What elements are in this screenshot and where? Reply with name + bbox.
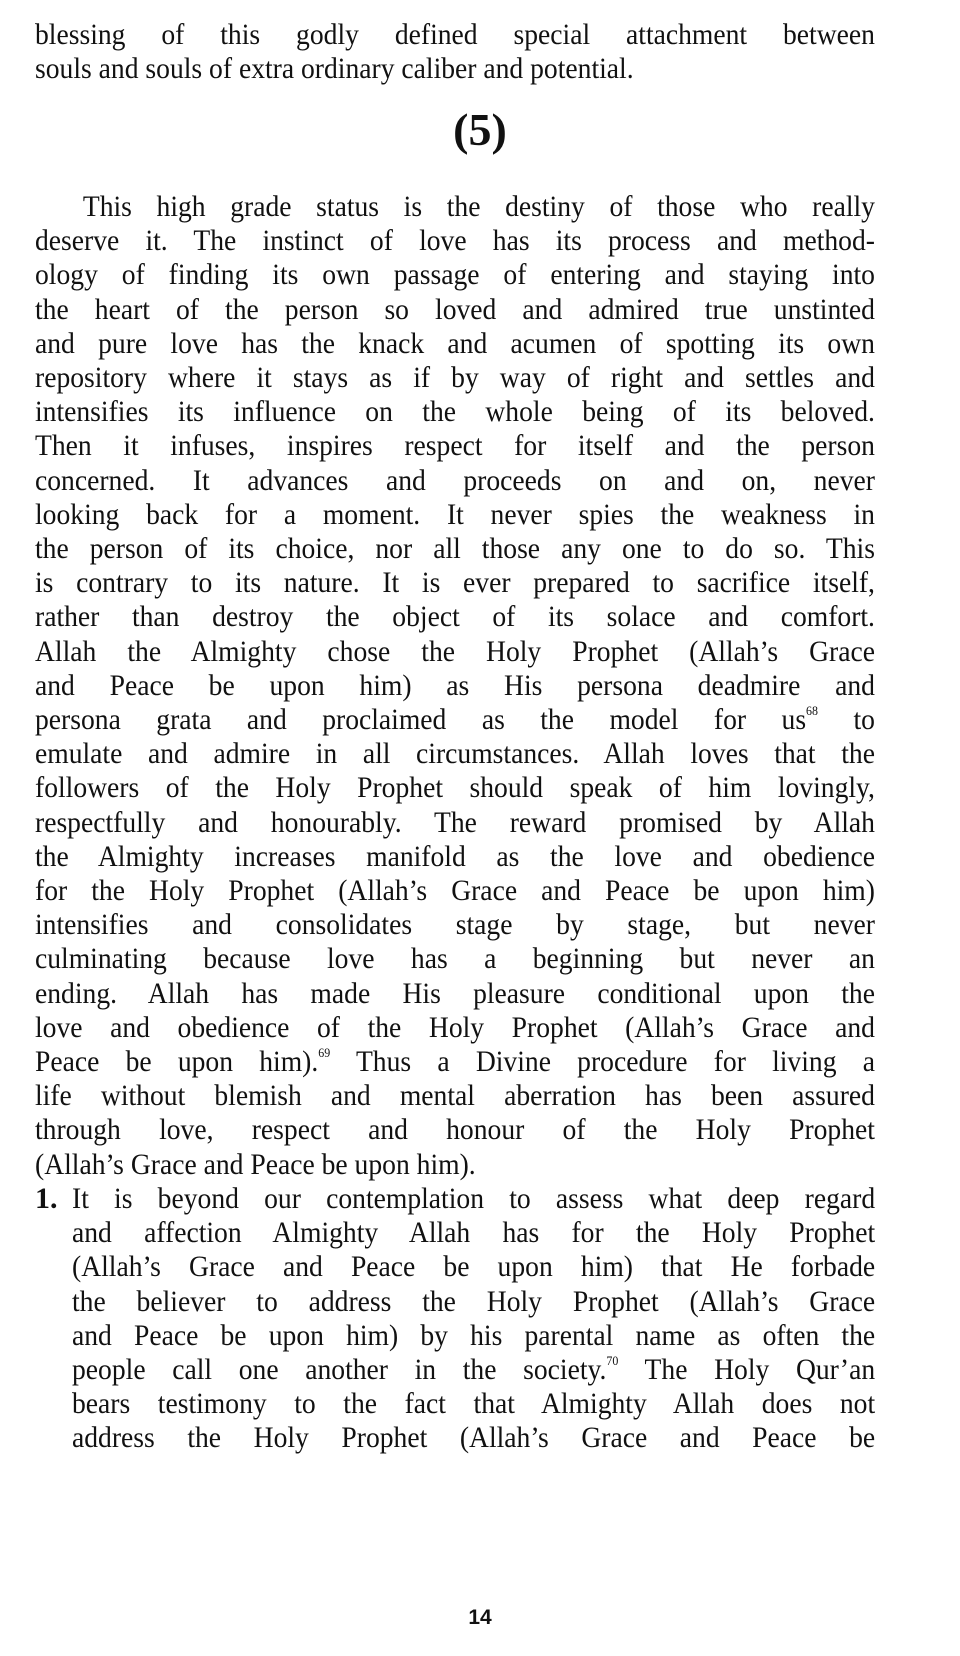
line-text: rather than destroy the object of its solace and comfort. (35, 600, 875, 634)
text-line (35, 566, 875, 600)
text-line (35, 942, 875, 976)
text-line (35, 669, 875, 703)
text-line (35, 806, 875, 840)
line-text: followers of the Holy Prophet should speak of him lovingly, (35, 771, 875, 805)
text-line (35, 703, 875, 737)
line-text: persona grata and proclaimed as the model for us (35, 703, 807, 736)
line-text: the Almighty increases manifold as the love and obedience (35, 839, 875, 873)
line-text: emulate and admire in all circumstances. Allah loves that the (35, 737, 875, 771)
line-text: culminating because love has a beginning but never an (35, 942, 875, 976)
line-text: souls and souls of extra ordinary caliber and potential. (35, 52, 634, 85)
text-line (35, 1148, 875, 1182)
text-line (35, 429, 875, 463)
text-line (35, 1113, 875, 1147)
text-line (72, 1285, 875, 1319)
line-text: ology of finding its own passage of entering and staying into (35, 258, 875, 292)
text-line (72, 1319, 875, 1353)
line-text: (Allah’s Grace and Peace be upon him) that He forbade (72, 1250, 876, 1284)
line-text: It is beyond our contemplation to assess what deep regard (72, 1182, 876, 1215)
line-text: love and obedience of the Holy Prophet (Allah’s Grace and (35, 1010, 875, 1044)
text-line (35, 1011, 875, 1045)
text-line (35, 190, 875, 224)
line-text: and affection Almighty Allah has for the Holy Prophet (72, 1216, 876, 1250)
line-text: ending. Allah has made His pleasure conditional upon the (35, 976, 875, 1010)
list-item-number: 1. (35, 1182, 58, 1215)
line-text: Thus a Divine procedure for living a (330, 1045, 875, 1078)
text-line (72, 1250, 875, 1284)
line-text: Peace be upon him). (35, 1045, 319, 1078)
text-line (35, 977, 875, 1011)
text-line (35, 52, 875, 86)
line-text: the person of its choice, nor all those any one to do so. This (35, 532, 875, 565)
line-text: concerned. It advances and proceeds on and on, never (35, 463, 875, 497)
text-line (35, 224, 875, 258)
line-text: the heart of the person so loved and admired true unstinted (35, 292, 875, 326)
text-line (72, 1421, 875, 1455)
text-line (35, 1079, 875, 1113)
line-text: bears testimony to the fact that Almighty Allah does not (72, 1387, 876, 1421)
line-text: for the Holy Prophet (Allah’s Grace and Peace be upon him) (35, 874, 875, 907)
line-text: (Allah’s Grace and Peace be upon him). (35, 1147, 476, 1181)
text-line (35, 840, 875, 874)
line-text: people call one another in the society. (72, 1353, 607, 1386)
text-line (35, 771, 875, 805)
line-text: Allah the Almighty chose the Holy Prophet (Allah’s Grace (35, 634, 875, 668)
line-text: and Peace be upon him) by his parental name as often the (72, 1318, 876, 1352)
text-line (35, 737, 875, 771)
line-text: is contrary to its nature. It is ever prepared to sacrifice itself, (35, 566, 875, 600)
text-line (72, 1216, 875, 1250)
line-text: respectfully and honourably. The reward promised by Allah (35, 805, 875, 839)
text-line (35, 361, 875, 395)
text-line (35, 293, 875, 327)
footnote-reference: 70 (606, 1353, 619, 1368)
text-line (35, 908, 875, 942)
line-text: intensifies its influence on the whole being of its beloved. (35, 395, 875, 429)
line-text: and Peace be upon him) as His persona deadmire and (35, 668, 875, 702)
line-text: repository where it stays as if by way of right and settles and (35, 361, 875, 394)
line-text: deserve it. The instinct of love has its process and method- (35, 224, 875, 258)
line-text: The Holy Qur’an (618, 1353, 876, 1386)
line-text: through love, respect and honour of the Holy Prophet (35, 1113, 875, 1147)
text-line (35, 1045, 875, 1079)
page-number: 14 (468, 1606, 492, 1629)
line-text: to (818, 703, 875, 736)
text-line (35, 600, 875, 634)
footnote-reference: 68 (806, 703, 819, 718)
line-text: Then it infuses, inspires respect for itself and the person (35, 429, 875, 463)
line-text: looking back for a moment. It never spies the weakness in (35, 497, 875, 531)
line-text: address the Holy Prophet (Allah’s Grace and Peace be (72, 1421, 876, 1455)
line-text: and pure love has the knack and acumen of spotting its own (35, 326, 875, 360)
text-line (72, 1387, 875, 1421)
text-line (35, 532, 875, 566)
line-text: life without blemish and mental aberration has been assured (35, 1079, 875, 1113)
line-text: blessing of this godly defined special attachment between (35, 18, 875, 51)
text-line (35, 464, 875, 498)
line-text: intensifies and consolidates stage by stage, but never (35, 908, 875, 942)
text-line (35, 498, 875, 532)
section-heading: (5) (453, 104, 507, 155)
line-text: the believer to address the Holy Prophet (Allah’s Grace (72, 1284, 876, 1318)
text-line (35, 635, 875, 669)
text-line (35, 874, 875, 908)
text-line (35, 18, 875, 52)
text-line (35, 395, 875, 429)
line-text: This high grade status is the destiny of those who really (82, 190, 875, 223)
text-line (35, 327, 875, 361)
text-line (72, 1182, 875, 1216)
text-line (72, 1353, 875, 1387)
text-line (35, 258, 875, 292)
footnote-reference: 69 (318, 1045, 331, 1060)
